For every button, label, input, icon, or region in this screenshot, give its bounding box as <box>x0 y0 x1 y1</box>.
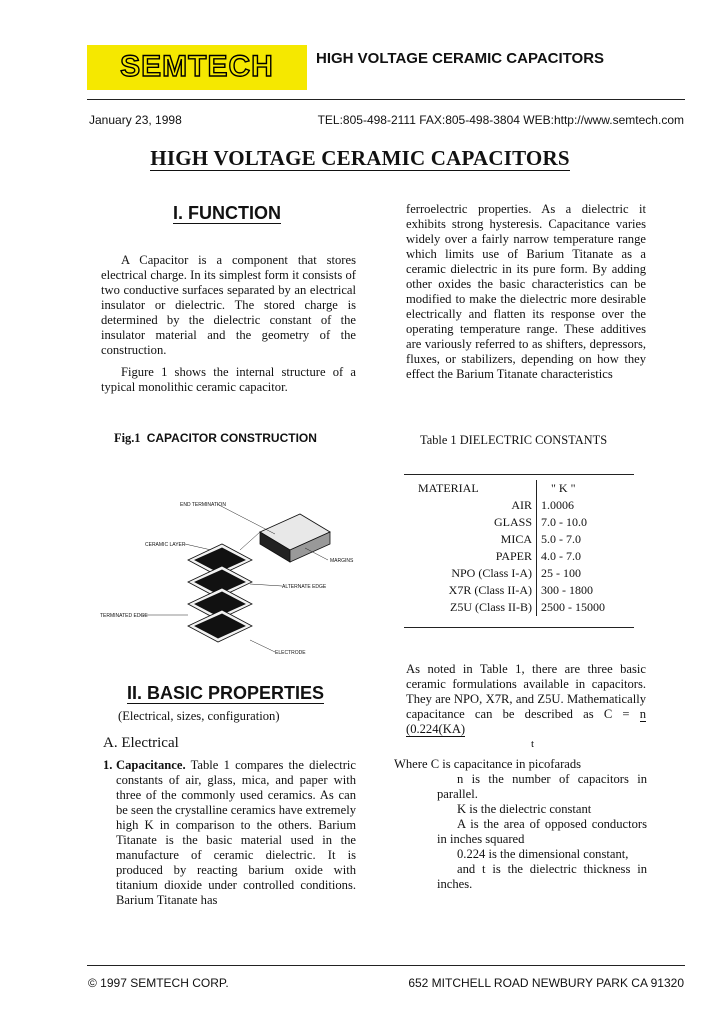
capacitance-body: Table 1 compares the dielectric constants of air, glass, mica, and paper with three of the commonly used ceramics. As can be seen the crystalline ceramics have extremely high K in comparison to the others. Barium Titanate is the basic material used in the manufacture of ceramic dielectric. It is produced by reacting barium oxide with titanium dioxide under controlled conditions. Barium Titanate has <box>116 758 356 907</box>
electrical-heading: A. Electrical <box>103 735 179 751</box>
label-terminated-edge: TERMINATED EDGE <box>100 613 148 619</box>
list-item: K is the dielectric constant <box>457 802 592 816</box>
capacitance-text <box>116 758 356 908</box>
right-column-text: ferroelectric properties. As a dielectric it exhibits strong hysteresis. Capacitance varies widely over a fairly narrow temperature range which limits use of Barium Titanate as a ceramic dielectric in its pure form. By adding other oxides the basic characteristics can be modified to make the dielectric more desirable electrically and flatten its response over the operating temperature range. These additives are variously referred to as shifters, depressors, fluxes, or stabilizers, depending on how they effect the Barium Titanate characteristics <box>406 202 646 381</box>
list-item: and t is the dielectric thickness in inches. <box>437 862 647 891</box>
dielectric-table <box>404 480 675 616</box>
table-header-row <box>404 480 675 497</box>
table-row: MICA 5.0 - 7.0 <box>404 531 675 548</box>
figure-caption: Fig.1 CAPACITOR CONSTRUCTION <box>114 431 317 445</box>
table-row: AIR 1.0006 <box>404 497 675 514</box>
table-top-rule <box>404 474 634 475</box>
function-p1: A Capacitor is a component that stores electrical charge. In its simplest form it consists of two conductive surfaces separated by an electrical insulator or dielectric. The stored charge is determined by the dielectric constant of the insulator material and the geometry of the construction. <box>101 253 356 357</box>
doc-date: January 23, 1998 <box>89 113 182 127</box>
list-item: 0.224 is the dimensional constant, <box>457 847 629 861</box>
table-bottom-rule <box>404 627 634 628</box>
where-list <box>437 772 647 892</box>
header-rule <box>87 99 685 100</box>
table-row: NPO (Class I-A) 25 - 100 <box>404 565 675 582</box>
list-item: A is the area of opposed conductors in inches squared <box>437 817 647 846</box>
header-title: HIGH VOLTAGE CERAMIC CAPACITORS <box>316 50 605 67</box>
formula-denominator: t <box>531 738 535 750</box>
item-number: 1. <box>103 758 113 772</box>
semtech-logo <box>87 45 307 90</box>
footer-copyright: © 1997 SEMTECH CORP. <box>88 976 229 990</box>
footer-rule <box>87 965 685 966</box>
header-material: MATERIAL <box>404 480 537 497</box>
section-function-heading: I. FUNCTION <box>173 203 281 223</box>
table-row: PAPER 4.0 - 7.0 <box>404 548 675 565</box>
section-basic-heading: II. BASIC PROPERTIES <box>127 683 325 703</box>
table-row: Z5U (Class II-B) 2500 - 15000 <box>404 599 675 616</box>
label-end-termination: END TERMINATION <box>180 502 226 508</box>
noted-text <box>406 662 646 737</box>
label-ceramic-layer: CERAMIC LAYER <box>145 542 186 548</box>
function-p2: Figure 1 shows the internal structure of a typical monolithic ceramic capacitor. <box>101 365 356 394</box>
formula-numerator: n (0.224(KA) <box>406 707 647 736</box>
function-text <box>101 253 356 402</box>
table-title: Table 1 DIELECTRIC CONSTANTS <box>420 433 608 447</box>
page-title: HIGH VOLTAGE CERAMIC CAPACITORS <box>150 146 570 170</box>
logo-text: SEMTECH <box>120 50 274 83</box>
basic-subtitle: (Electrical, sizes, configuration) <box>118 709 280 723</box>
header-k: " K " <box>551 481 576 495</box>
where-lead: Where C is capacitance in picofarads <box>394 757 582 771</box>
table-row: GLASS 7.0 - 10.0 <box>404 514 675 531</box>
footer-address: 652 MITCHELL ROAD NEWBURY PARK CA 91320 <box>408 976 684 990</box>
label-electrode: ELECTRODE <box>275 650 306 656</box>
capacitance-title: Capacitance. <box>116 758 186 772</box>
label-margins: MARGINS <box>330 558 354 564</box>
formula-lhs: C = <box>603 707 630 721</box>
contact-info: TEL:805-498-2111 FAX:805-498-3804 WEB:http://www.semtech.com <box>317 113 684 127</box>
table-row: X7R (Class II-A) 300 - 1800 <box>404 582 675 599</box>
list-item: n is the number of capacitors in parallel. <box>437 772 647 801</box>
label-alternate-edge: ALTERNATE EDGE <box>282 584 327 590</box>
capacitor-figure <box>100 490 380 670</box>
noted-body: As noted in Table 1, there are three basic ceramic formulations available in capacitors. They are NPO, X7R, and Z5U. Mathematically capacitance can be described as <box>406 662 646 721</box>
